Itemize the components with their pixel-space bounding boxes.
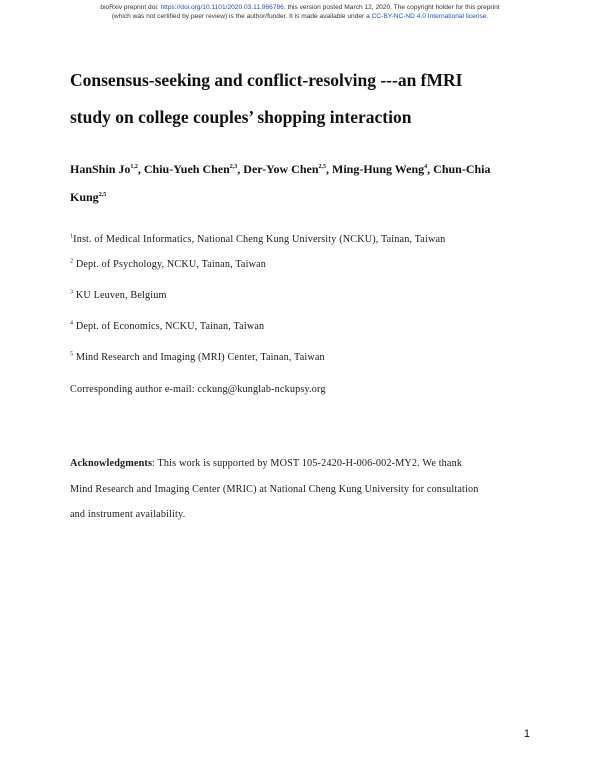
affiliation-item (70, 259, 266, 270)
license-link[interactable]: CC-BY-NC-ND 4.0 International license (371, 13, 487, 20)
preprint-header (0, 3, 600, 21)
author-name: , Chiu-Yueh Chen (137, 162, 230, 176)
doi-link[interactable]: https://doi.org/10.1101/2020.03.11.986786 (160, 4, 284, 11)
author-affil-sup: 2,5 (318, 164, 327, 170)
paper-title-line-1: Consensus-seeking and conflict-resolving ---an fMRI (70, 70, 463, 90)
author-name: HanShin Jo (70, 162, 131, 176)
acknowledgments-label: Acknowledgments (70, 458, 153, 469)
affiliation-text: Dept. of Economics, NCKU, Tainan, Taiwan (75, 321, 265, 332)
affiliation-sup: 3 (70, 289, 74, 296)
author-affil-sup: 2,3 (229, 164, 238, 170)
acknowledgments-text: : This work is supported by MOST 105-2420-H-006-002-MY2. We thank (152, 458, 463, 469)
affiliation-text: Inst. of Medical Informatics, National Cheng Kung University (NCKU), Tainan, Taiwan (73, 234, 446, 245)
header-line-1 (0, 3, 600, 12)
affiliation-text: KU Leuven, Belgium (75, 290, 167, 301)
author-list-line-2 (70, 190, 540, 205)
author-affil-sup: 4 (424, 164, 428, 170)
author-affil-sup: 2,5 (98, 192, 107, 198)
author-list (70, 162, 540, 177)
acknowledgments-line-3: and instrument availability. (70, 509, 186, 520)
affiliation-item (70, 234, 445, 245)
header-suffix: . this version posted March 12, 2020. The copyright holder for this preprint (283, 4, 500, 11)
affiliation-text: Dept. of Psychology, NCKU, Tainan, Taiwan (75, 259, 267, 270)
author-name: , Ming-Hung Weng (326, 162, 425, 176)
affiliation-item (70, 290, 167, 301)
affiliation-sup: 4 (70, 320, 74, 327)
page-number: 1 (523, 728, 530, 740)
author-affil-sup: 1,2 (130, 164, 138, 170)
affiliation-item (70, 352, 325, 363)
affiliation-sup: 1 (70, 233, 74, 240)
author-name: , Chun-Chia (427, 162, 491, 176)
paper-title-line-2: study on college couples’ shopping interaction (70, 107, 412, 127)
affiliation-sup: 2 (70, 258, 74, 265)
affiliation-item (70, 321, 264, 332)
corresponding-author: Corresponding author e-mail: cckung@kunglab-nckupsy.org (70, 384, 326, 395)
author-name: Kung (70, 190, 99, 204)
header-prefix-2: (which was not certified by peer review) is the author/funder. It is made available under a (111, 13, 372, 20)
header-suffix-2: . (486, 13, 489, 20)
affiliation-text: Mind Research and Imaging (MRI) Center, Tainan, Taiwan (75, 352, 325, 363)
header-prefix: bioRxiv preprint doi: (100, 4, 161, 11)
acknowledgments-line-1 (70, 458, 462, 469)
acknowledgments-line-2: Mind Research and Imaging Center (MRIC) at National Cheng Kung University for consultation (70, 484, 479, 495)
author-name: , Der-Yow Chen (237, 162, 319, 176)
affiliation-sup: 5 (70, 351, 74, 358)
header-line-2 (0, 12, 600, 21)
